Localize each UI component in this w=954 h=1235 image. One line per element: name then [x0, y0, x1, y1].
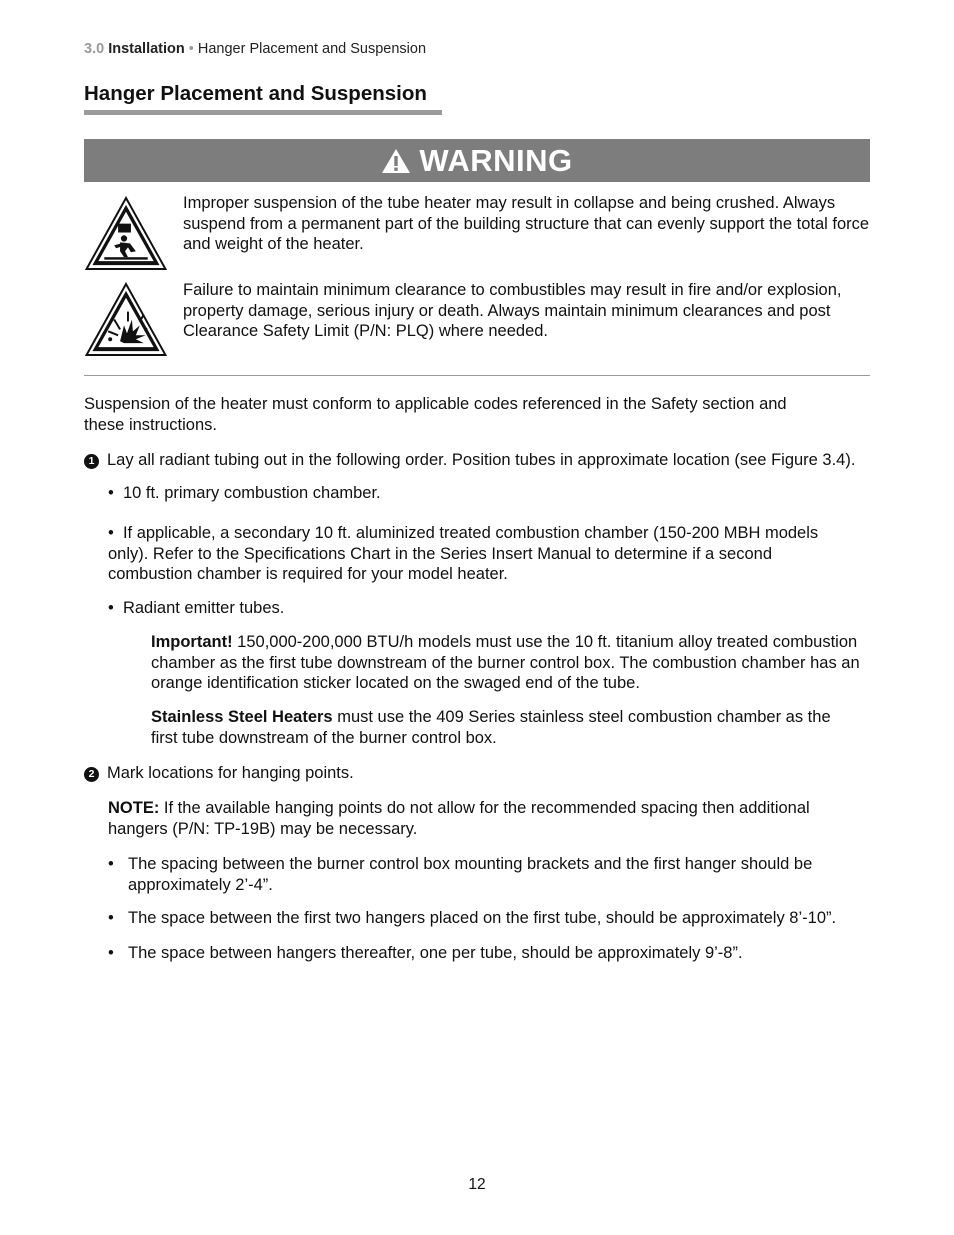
explosion-hazard-icon	[84, 282, 168, 357]
list-item-text: The space between hangers thereafter, one per tube, should be approximately 9’-8”.	[128, 944, 743, 962]
list-item-text: If applicable, a secondary 10 ft. aluminized treated combustion chamber (150-200 MBH models only). Refer to the Specifications Chart in the Series Insert Manual to determine if a second combustion chamber is required for your model heater.	[108, 524, 819, 583]
list-item-text: Radiant emitter tubes.	[122, 599, 285, 617]
step-1	[84, 450, 884, 471]
warning-text-explosion: Failure to maintain minimum clearance to combustibles may result in fire and/or explosion, property damage, serious injury or death. Always maintain minimum clearances and post Clearance Safety Limit (P/N: PLQ) where needed.	[183, 281, 842, 340]
breadcrumb-page: Hanger Placement and Suspension	[197, 41, 427, 57]
section-divider	[84, 375, 870, 376]
list-item	[108, 943, 868, 964]
important-note	[151, 632, 873, 694]
warning-banner	[84, 139, 870, 182]
important-text: 150,000-200,000 BTU/h models must use the 10 ft. titanium alloy treated combustion chamber as the first tube downstream of the burner control box. The combustion chamber has an orange identification sticker located on the swaged end of the tube.	[151, 633, 860, 692]
page-title: Hanger Placement and Suspension	[84, 82, 427, 105]
breadcrumb-section: Installation	[108, 41, 185, 57]
breadcrumb	[84, 41, 426, 57]
step-2-badge: 2	[84, 767, 99, 782]
note-text: If the available hanging points do not allow for the recommended spacing then additional hangers (P/N: TP-19B) may be necessary.	[108, 799, 810, 838]
list-item-text: 10 ft. primary combustion chamber.	[122, 484, 381, 502]
list-item-text: The space between the first two hangers placed on the first tube, should be approximately 8’-10”.	[128, 909, 837, 927]
list-item	[108, 908, 868, 929]
list-item	[108, 598, 868, 619]
important-label: Important!	[151, 633, 233, 651]
stainless-note	[151, 707, 861, 748]
step-1-badge: 1	[84, 454, 99, 469]
stainless-label: Stainless Steel Heaters	[151, 708, 333, 726]
breadcrumb-number: 3.0	[84, 41, 105, 57]
bullet-dot: •	[108, 855, 114, 873]
note-paragraph	[108, 798, 843, 839]
bullet-dot: •	[108, 599, 123, 617]
step-2-text: Mark locations for hanging points.	[107, 764, 354, 782]
list-item	[108, 483, 868, 504]
warning-text-crush: Improper suspension of the tube heater may result in collapse and being crushed. Always suspend from a permanent part of the building structure that can evenly support the total force and weight of the heater.	[183, 194, 870, 253]
list-item	[108, 523, 843, 585]
bullet-dot: •	[108, 909, 114, 927]
note-label: NOTE:	[108, 799, 160, 817]
crush-hazard-icon	[84, 196, 168, 271]
warning-triangle-icon	[381, 148, 411, 174]
bullet-dot: •	[108, 944, 114, 962]
list-item-text: The spacing between the burner control box mounting brackets and the first hanger should be approximately 2’-4”.	[128, 855, 813, 894]
breadcrumb-separator: •	[188, 41, 194, 57]
page-number: 12	[468, 1176, 486, 1193]
step-1-text: Lay all radiant tubing out in the following order. Position tubes in approximate location (see Figure 3.4).	[107, 451, 856, 469]
intro-paragraph: Suspension of the heater must conform to applicable codes referenced in the Safety section and these instructions.	[84, 395, 787, 434]
bullet-dot: •	[108, 524, 123, 542]
title-underline	[84, 110, 442, 115]
step-2	[84, 763, 684, 784]
list-item	[108, 854, 848, 895]
warning-label: WARNING	[419, 143, 573, 178]
bullet-dot: •	[108, 484, 123, 502]
stainless-text: must use the 409 Series stainless steel combustion chamber as the first tube downstream of the burner control box.	[151, 708, 831, 747]
